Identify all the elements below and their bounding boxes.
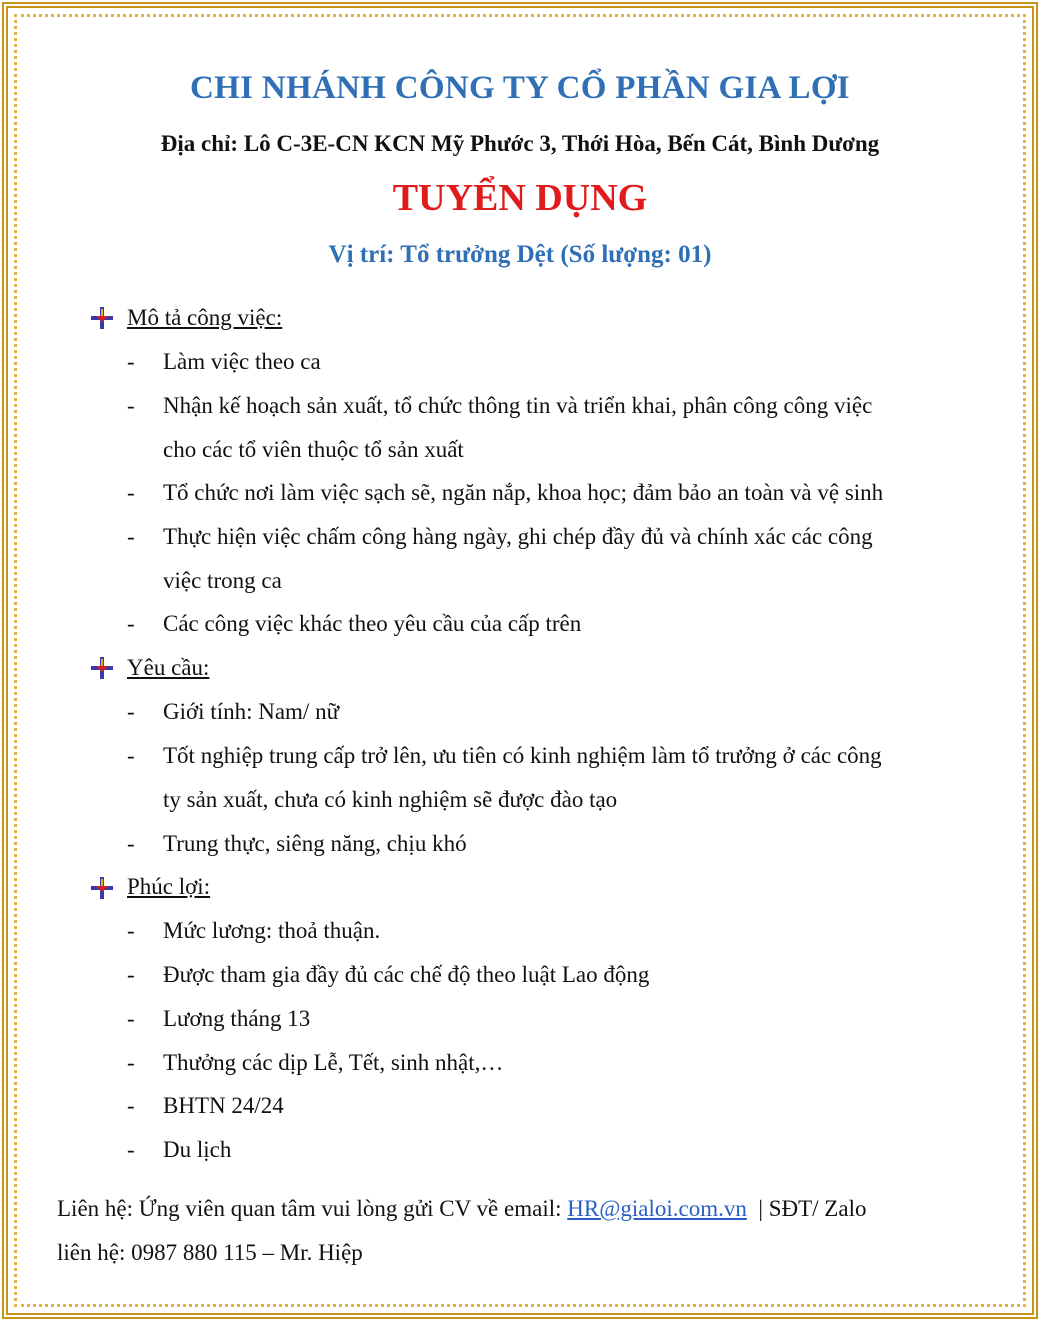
bullet-arrow-icon [91,877,113,899]
contact-suffix: | SĐT/ Zalo [746,1196,867,1221]
bullet-arrow-icon [91,307,113,329]
contact-line-1 [57,1196,866,1222]
email-link[interactable]: HR@gialoi.com.vn [567,1196,747,1221]
contact-prefix: Liên hệ: Ứng viên quan tâm vui lòng gửi CV về email: [57,1196,568,1221]
section-title-requirements: Yêu cầu: [127,655,210,680]
job-position: Vị trí: Tổ trưởng Dệt (Số lượng: 01) [328,241,712,268]
section-title-benefits: Phúc lợi: [127,874,211,899]
bullet-arrow-icon [91,657,113,679]
recruitment-heading: TUYỂN DỤNG [392,177,648,219]
company-address: Địa chỉ: Lô C-3E-CN KCN Mỹ Phước 3, Thới Hòa, Bến Cát, Bình Dương [160,131,880,156]
section-title-description: Mô tả công việc: [127,305,283,330]
contact-line-2: liên hệ: 0987 880 115 – Mr. Hiệp [57,1240,363,1265]
company-name: CHI NHÁNH CÔNG TY CỔ PHẦN GIA LỢI [190,70,850,106]
